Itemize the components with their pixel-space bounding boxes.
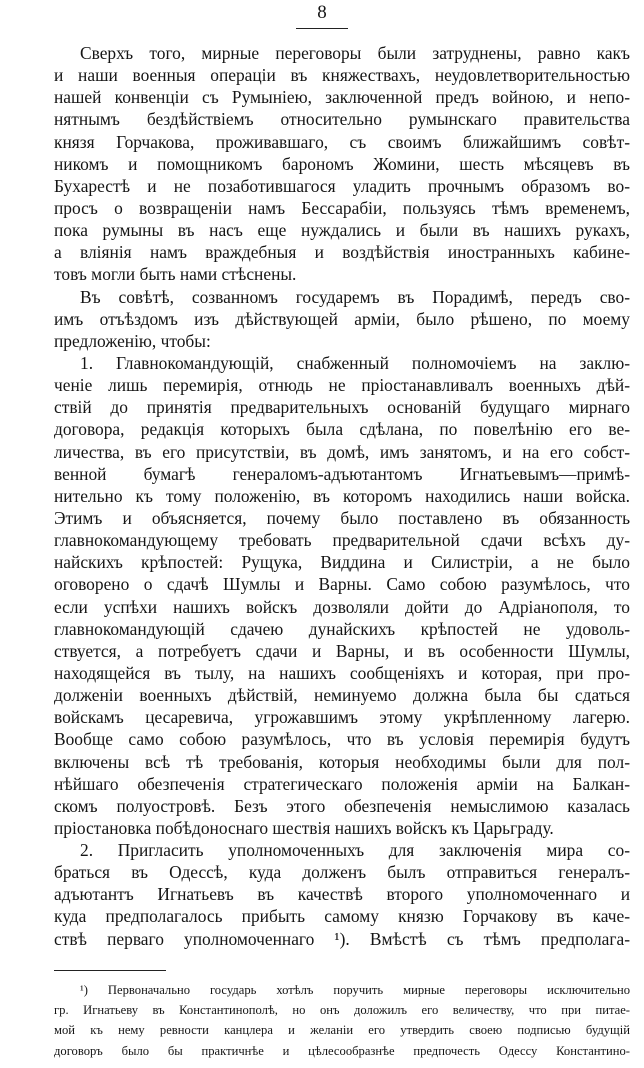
text-line: нѣйшаго обезпеченія стратегическаго положенія арміи на Балкан- [54,773,630,794]
text-line: ствѣ перваго уполномоченнаго ¹). Вмѣстѣ съ тѣмъ предполага- [54,928,630,949]
text-line: товъ могли быть нами стѣснены. [54,264,297,285]
text-line: нительно къ тому положенію, въ которомъ находились наши войска. [54,485,630,506]
text-line: 2. Пригласить уполномоченныхъ для заключенія мира со- [80,840,630,861]
text-line: пріостановка побѣдоноснаго шествія нашихъ войскъ къ Царьграду. [54,817,554,838]
footnote-line: договоръ было бы практичнѣе и цѣлесообразнѣе предпочесть Одессу Константино- [54,1043,630,1058]
text-line: нашей конвенціи съ Румыніею, заключенной предъ войною, и непо- [54,87,630,108]
text-line: венной бумагѣ генераломъ-адъютантомъ Игнатьевымъ—примѣ- [54,463,630,484]
text-line: а вліянія намъ враждебныя и воздѣйствія иностранныхъ кабине- [54,242,630,263]
text-line: браться въ Одессѣ, куда долженъ былъ отправиться генералъ- [54,862,630,883]
text-line: имъ отъѣздомъ изъ дѣйствующей арміи, было рѣшено, по моему [54,308,630,329]
text-line: Этимъ и объясняется, почему было поставлено въ обязанность [54,507,630,528]
text-line: если успѣхи нашихъ войскъ дозволяли дойти до Адріанополя, то [54,596,630,617]
text-line: найскихъ крѣпостей: Рущука, Виддина и Силистріи, а не было [54,552,630,573]
text-line: войскамъ цесаревича, угрожавшимъ этому укрѣпленному лагерю. [54,707,630,728]
text-line: предложенію, чтобы: [54,330,211,351]
text-line: 1. Главнокомандующій, снабженный полномочіемъ на заклю- [80,352,630,373]
paragraph [54,839,630,950]
text-line: ченіе лишь перемирія, отнюдь не пріостанавливалъ военныхъ дѣй- [54,375,630,396]
text-line: договора, редакція которыхъ была сдѣлана, по повелѣнію его ве- [54,419,630,440]
text-line: долженіи военныхъ дѣйствій, неминуемо должна была бы сдаться [54,685,630,706]
paragraph [54,42,630,286]
text-line: Бухарестѣ и не позаботившагося уладить прочнымъ образомъ во- [54,175,630,196]
paragraph [54,352,630,839]
text-line: нятнымъ бездѣйствіемъ относительно румынскаго правительства [54,109,630,130]
footnotes [54,980,630,1061]
footnote-line: гр. Игнатьеву въ Константинополѣ, но онъ доложилъ его величеству, что при питае- [54,1003,630,1018]
text-line: адъютантъ Игнатьевъ въ качествѣ второго уполномоченнаго и [54,884,630,905]
paragraph [54,286,630,352]
text-line: главнокомандующему требовать предварительной сдачи всѣхъ ду- [54,530,630,551]
text-line: оговорено о сдачѣ Шумлы и Варны. Само собою разумѣлось, что [54,574,630,595]
text-line: и наши военныя операціи въ княжествахъ, неудовлетворительностью [54,65,630,86]
text-line: Вообще само собою разумѣлось, что въ условія перемирія будутъ [54,729,630,750]
text-line: ствуется, а потребуетъ сдачи и Варны, и въ особенности Шумлы, [54,640,630,661]
text-line: ствій до принятія предварительныхъ основаній будущаго мирнаго [54,397,630,418]
page-number: 8 [317,2,327,23]
text-line: Въ совѣтѣ, созванномъ государемъ въ Порадимѣ, передъ сво- [80,286,630,307]
footnote-line: мой къ нему ревности канцлера и желаніи его утвердить своею подписью будущій [54,1023,630,1038]
text-line: включены всѣ тѣ требованія, которыя необходимы были для пол- [54,751,630,772]
text-line: Сверхъ того, мирные переговоры были затруднены, равно какъ [80,43,630,63]
text-line: никомъ и помощникомъ барономъ Жомини, шесть мѣсяцевъ въ [54,153,630,174]
body-text [54,42,630,950]
text-line: князя Горчакова, проживавшаго, съ своимъ ближайшимъ совѣт- [54,131,630,152]
text-line: пока румыны въ насъ еще нуждались и были въ нашихъ рукахъ, [54,220,630,241]
text-line: скомъ полуостровѣ. Безъ этого обезпеченія немыслимою казалась [54,795,630,816]
text-line: находящейся въ тылу, на нашихъ сообщеніяхъ и которая, при про- [54,662,630,683]
footnote-line: ¹) Первоначально государь хотѣлъ поручить мирные переговоры исключительно [80,983,630,997]
text-line: главнокомандующій сдачею дунайскихъ крѣпостей не удоволь- [54,618,630,639]
text-line: просъ о возвращеніи намъ Бессарабіи, пользуясь тѣмъ временемъ, [54,197,630,218]
text-line: куда предполагалось прибыть самому князю Горчакову въ каче- [54,906,630,927]
header-rule [296,28,348,29]
footnote-rule [54,970,166,971]
text-line: личества, въ его присутствіи, въ домѣ, имъ занятомъ, и на его собст- [54,441,630,462]
